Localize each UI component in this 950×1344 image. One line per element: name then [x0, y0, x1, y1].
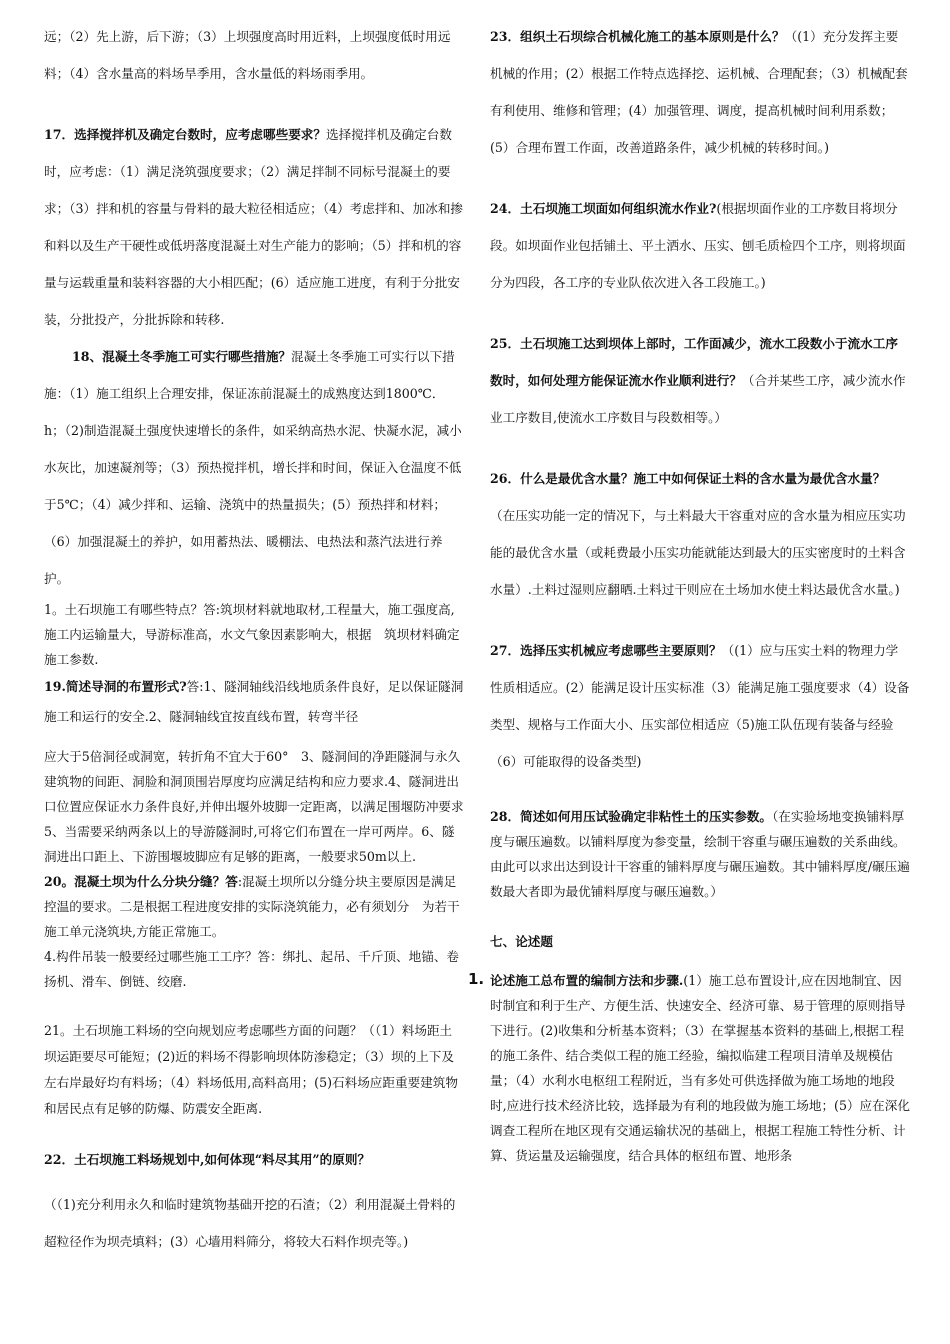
question-27-answer: （(1）应与压实土料的物理力学性质相适应。(2）能满足设计压实标准（3）能满足施工强度要求（4）设备类型、规格与工作面大小、压实部位相适应（5)施工队伍现有装备与经验（6）可能取得的设备类型) — [490, 643, 910, 769]
question-26-answer: （在压实功能一定的情况下，与土料最大干容重对应的含水量为相应压实功能的最优含水量（或耗费最小压实功能就能达到最大的压实密度时的土料含水量）.土料过湿则应翻晒.土料过干则应在土场加水使土料达最优含水量。) — [490, 508, 906, 597]
question-19-title: 19.简述导洞的布置形式? — [44, 679, 187, 694]
question-28-title: 28．简述如何用压试验确定非粘性土的压实参数。 — [490, 809, 772, 824]
question-4: 4.构件吊装一般要经过哪些施工工序？答：绑扎、起吊、千斤顶、地锚、卷扬机、滑车、倒链、绞磨. — [44, 949, 460, 989]
left-column — [44, 18, 464, 1260]
essay-question-1-answer: (1）施工总布置设计,应在因地制宜、因时制宜和利于生产、方便生活、快速安全、经济可靠、易于管理的原则指导下进行。(2)收集和分析基本资料；（3）在掌握基本资料的基础上,根据工程的施工条件、结合类似工程的施工经验，编拟临建工程项目清单及规模估量；（4）水利水电枢纽工程附近，当有多处可供选择做为施工场地的地段时,应进行技术经济比较，选择最为有利的地段做为施工场地；(5）应在深化调查工程所在地区现有交通运输状况的基础上，根据工程施工特性分析、计算、货运量及运输强度，结合具体的枢纽布置、地形条 — [490, 973, 910, 1163]
question-19-answer-a: 答:1、隧洞轴线沿线地质条件良好，足以保证隧洞施工和运行的安全.2、隧洞轴线宜按直线布置，转弯半径 — [44, 679, 464, 724]
question-24-title: 24．土石坝施工坝面如何组织流水作业? — [490, 201, 717, 216]
question-23-title: 23．组织土石坝综合机械化施工的基本原则是什么？ — [490, 29, 785, 44]
question-20 — [44, 869, 464, 944]
question-18-title: 18、混凝土冬季施工可实行哪些措施？ — [72, 349, 292, 364]
question-25-title: 25．土石坝施工达到坝体上部时，工作面减少，流水工段数小于流水工序数时，如何处理方能保证流水作业顺利进行？ — [490, 336, 898, 388]
question-25-answer: （合并某些工序，减少流水作业工序数目,使流水工序数目与段数相等。） — [490, 373, 906, 425]
question-17-title: 17．选择搅拌机及确定台数时，应考虑哪些要求？ — [44, 127, 326, 142]
question-26 — [490, 460, 910, 608]
question-18-answer: 混凝土冬季施工可实行以下措施：（1）施工组织上合理安排，保证冻前混凝土的成熟度达到1800℃．h；（2)制造混凝土强度快速增长的条件，如采纳高热水泥、快凝水泥，减小水灰比，加速凝剂等；（3）预热搅拌机，增长拌和时间，保证入仓温度不低于5℃；（4）减少拌和、运输、浇筑中的热量损失；(5）预热拌和材料；（6）加强混凝土的养护，如用蓄热法、暖棚法、电热法和蒸汽法进行养护。 — [44, 349, 462, 586]
question-23-answer: （(1）充分发挥主要机械的作用；(2）根据工作特点选择挖、运机械、合理配套；（3）机械配套有利使用、维修和管理；(4）加强管理、调度，提高机械时间利用系数；(5）合理布置工作面，改善道路条件，减少机械的转移时间。) — [490, 29, 908, 155]
question-28 — [490, 804, 910, 904]
question-26-title: 26．什么是最优含水量？施工中如何保证土料的含水量为最优含水量？ — [490, 471, 886, 486]
question-1: 1。土石坝施工有哪些特点？答:筑坝材料就地取材,工程量大，施工强度高,施工内运输量大，导游标准高，水文气象因素影响大，根据 筑坝材料确定施工参数. — [44, 602, 460, 667]
question-19-continued: 应大于5倍洞径或洞宽，转折角不宜大于60° 3、隧洞间的净距隧洞与永久建筑物的间距、洞脸和洞顶围岩厚度均应满足结构和应力要求.4、隧洞进出口位置应保证水力条件良好,并伸出堰外坡脚一定距离，以满足围堰防冲要求5、当需要采纳两条以上的导游隧洞时,可将它们布置在一岸可两岸。6、隧洞进出口距上、下游围堰坡脚应有足够的距离，一般要求50m以上. — [44, 749, 464, 864]
question-24-answer: (根据坝面作业的工序数目将坝分段。如坝面作业包括铺土、平土洒水、压实、刨毛质检四个工序，则将坝面分为四段，各工序的专业队依次进入各工段施工。) — [490, 201, 906, 290]
question-18 — [44, 338, 464, 597]
question-19 — [44, 672, 464, 732]
question-28-answer: （在实验场地变换铺料厚度与碾压遍数。以铺料厚度为参变量，绘制干容重与碾压遍数的关系曲线。由此可以求出达到设计干容重的铺料厚度与碾压遍数。其中铺料厚度/碾压遍数最大者即为最优铺料厚度与碾压遍数。） — [490, 809, 910, 899]
question-20-answer: :混凝土坝所以分缝分块主要原因是满足控温的要求。二是根据工程进度安排的实际浇筑能力，必有须划分 为若干施工单元浇筑块,方能正常施工。 — [44, 874, 460, 939]
question-21: 21。土石坝施工料场的空向规划应考虑哪些方面的问题？（（1）料场距土坝运距要尽可能短；(2)近的料场不得影响坝体防渗稳定；（3）坝的上下及左右岸最好均有料场；（4）料场低用,高料高用；(5)石料场应距重要建筑物和居民点有足够的防爆、防震安全距离. — [44, 1023, 458, 1116]
essay-question-1-text — [490, 968, 910, 1168]
essay-question-1-title: 论述施工总布置的编制方法和步骤. — [490, 973, 684, 988]
right-column — [468, 18, 910, 1168]
question-22-title: 22．土石坝施工料场规划中,如何体现“料尽其用”的原则？ — [44, 1152, 371, 1167]
essay-number: 1. — [468, 970, 485, 988]
question-27-title: 27．选择压实机械应考虑哪些主要原则？ — [490, 643, 722, 658]
paragraph-16-tail: 远；（2）先上游，后下游；（3）上坝强度高时用近料，上坝强度低时用远料；（4）含水量高的料场旱季用，含水量低的料场雨季用。 — [44, 29, 451, 81]
question-25 — [490, 325, 910, 436]
question-17-answer: 选择搅拌机及确定台数时，应考虑：（1）满足浇筑强度要求；（2）满足拌制不同标号混凝土的要求；（3）拌和机的容量与骨料的最大粒径相适应；（4）考虑拌和、加冰和掺和料以及生产干硬性或低坍落度混凝土对生产能力的影响；（5）拌和机的容量与运载重量和装料容器的大小相匹配；(6）适应施工进度，有利于分批安装，分批投产，分批拆除和转移. — [44, 127, 464, 327]
question-24 — [490, 190, 910, 301]
section-heading: 七、论述题 — [490, 934, 553, 949]
question-23 — [490, 18, 910, 166]
question-22-answer: （（1)充分利用永久和临时建筑物基础开挖的石渣；（2）利用混凝土骨料的超粒径作为坝壳填料；(3）心墙用料筛分，将较大石料作坝壳等。) — [44, 1197, 456, 1249]
essay-question-1 — [468, 968, 910, 1168]
question-17 — [44, 116, 464, 338]
question-20-title: 20。混凝土坝为什么分块分缝？答 — [44, 874, 238, 889]
question-27 — [490, 632, 910, 780]
